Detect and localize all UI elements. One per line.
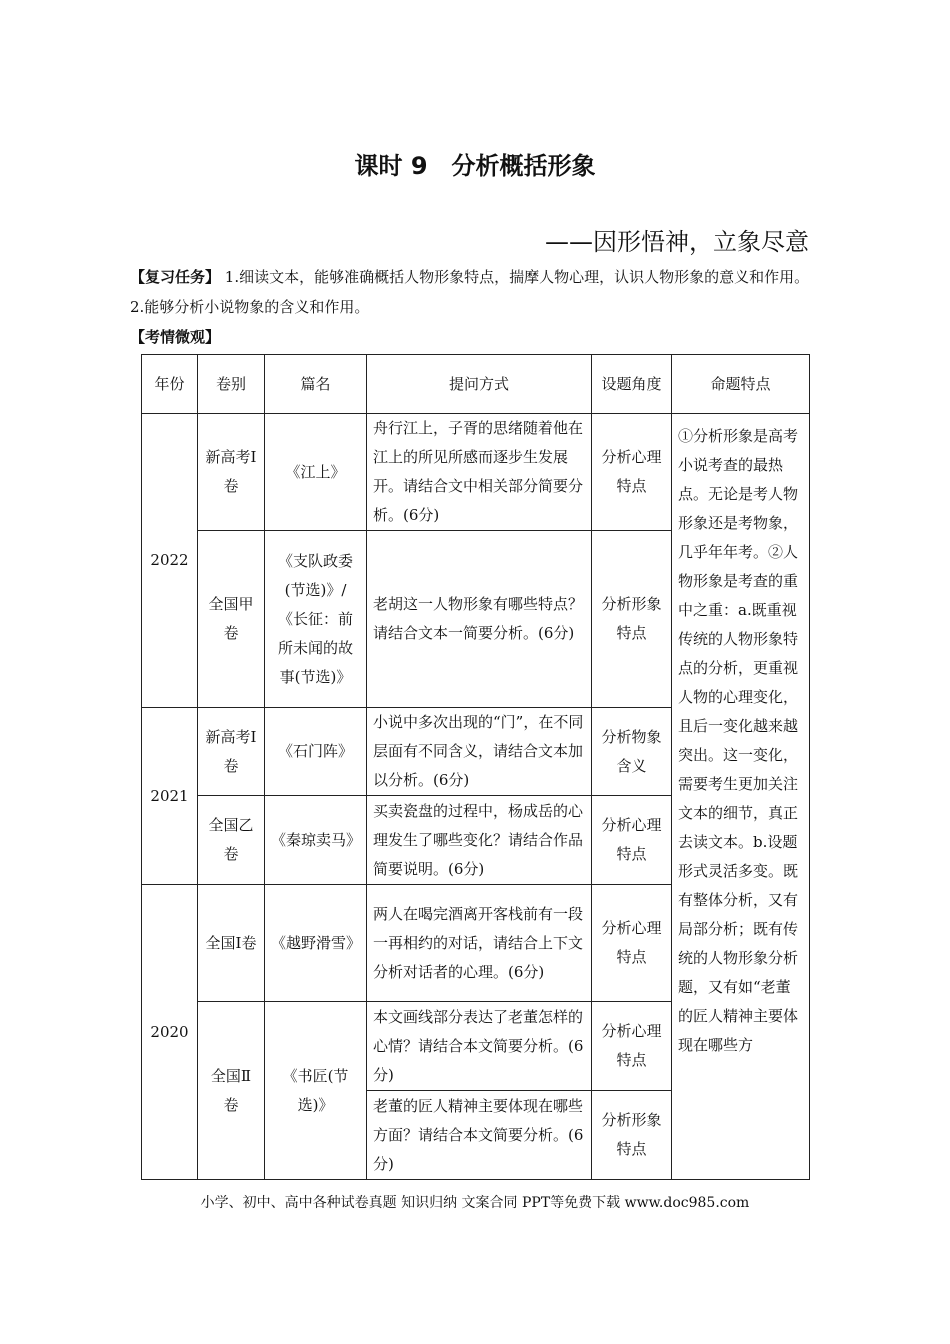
page-subtitle: ——因形悟神，立象尽意 xyxy=(545,228,809,256)
question-cell: 买卖瓷盘的过程中，杨成岳的心理发生了哪些变化？请结合作品简要说明。(6分) xyxy=(367,796,592,885)
title-cell: 《秦琼卖马》 xyxy=(265,796,367,885)
year-cell: 2021 xyxy=(142,708,198,885)
angle-cell: 分析物象含义 xyxy=(592,708,672,796)
review-task-label: 【复习任务】 xyxy=(130,268,221,286)
table-header-row xyxy=(142,355,810,414)
header-feature: 命题特点 xyxy=(672,355,810,414)
title-cell: 《石门阵》 xyxy=(265,708,367,796)
header-question: 提问方式 xyxy=(367,355,592,414)
angle-cell: 分析心理特点 xyxy=(592,1002,672,1091)
paper-cell: 全国Ⅱ卷 xyxy=(198,1002,265,1180)
title-cell: 《书匠(节选)》 xyxy=(265,1002,367,1180)
title-cell: 《江上》 xyxy=(265,414,367,531)
paper-cell: 新高考Ⅰ卷 xyxy=(198,414,265,531)
kaoqing-label: 【考情微观】 xyxy=(130,328,221,346)
question-cell: 老胡这一人物形象有哪些特点？请结合文本一简要分析。(6分) xyxy=(367,531,592,708)
header-title: 篇名 xyxy=(265,355,367,414)
title-cell: 《支队政委(节选)》/《长征：前所未闻的故事(节选)》 xyxy=(265,531,367,708)
exam-table xyxy=(141,354,810,1180)
question-cell: 小说中多次出现的“门”，在不同层面有不同含义，请结合文本加以分析。(6分) xyxy=(367,708,592,796)
feature-cell: ①分析形象是高考小说考查的最热点。无论是考人物形象还是考物象，几乎年年考。②人物形象是考查的重中之重：a.既重视传统的人物形象特点的分析，更重视人物的心理变化，且后一变化越来越突出。这一变化，需要考生更加关注文本的细节，真正去读文本。b.设题形式灵活多变。既有整体分析，又有局部分析；既有传统的人物形象分析题，又有如“老董的匠人精神主要体现在哪些方 xyxy=(672,414,810,1180)
header-angle: 设题角度 xyxy=(592,355,672,414)
paper-cell: 全国Ⅰ卷 xyxy=(198,885,265,1002)
footer: 小学、初中、高中各种试卷真题 知识归纳 文案合同 PPT等免费下载 www.doc985.com xyxy=(200,1195,750,1211)
review-task xyxy=(130,262,815,322)
question-cell: 本文画线部分表达了老董怎样的心情？请结合本文简要分析。(6分) xyxy=(367,1002,592,1091)
question-cell: 舟行江上，子胥的思绪随着他在江上的所见所感而逐步生发展开。请结合文中相关部分简要分析。(6分) xyxy=(367,414,592,531)
title-cell: 《越野滑雪》 xyxy=(265,885,367,1002)
paper-cell: 新高考Ⅰ卷 xyxy=(198,708,265,796)
question-cell: 老董的匠人精神主要体现在哪些方面？请结合本文简要分析。(6分) xyxy=(367,1091,592,1180)
paper-cell: 全国甲卷 xyxy=(198,531,265,708)
review-task-text: 1.细读文本，能够准确概括人物形象特点，揣摩人物心理，认识人物形象的意义和作用。2.能够分析小说物象的含义和作用。 xyxy=(130,268,810,316)
table-row xyxy=(142,414,810,531)
angle-cell: 分析形象特点 xyxy=(592,1091,672,1180)
paper-cell: 全国乙卷 xyxy=(198,796,265,885)
header-paper: 卷别 xyxy=(198,355,265,414)
year-cell: 2020 xyxy=(142,885,198,1180)
page-title: 课时 9 分析概括形象 xyxy=(354,152,596,180)
angle-cell: 分析心理特点 xyxy=(592,796,672,885)
year-cell: 2022 xyxy=(142,414,198,708)
header-year: 年份 xyxy=(142,355,198,414)
angle-cell: 分析心理特点 xyxy=(592,414,672,531)
angle-cell: 分析心理特点 xyxy=(592,885,672,1002)
angle-cell: 分析形象特点 xyxy=(592,531,672,708)
question-cell: 两人在喝完酒离开客栈前有一段一再相约的对话，请结合上下文分析对话者的心理。(6分) xyxy=(367,885,592,1002)
